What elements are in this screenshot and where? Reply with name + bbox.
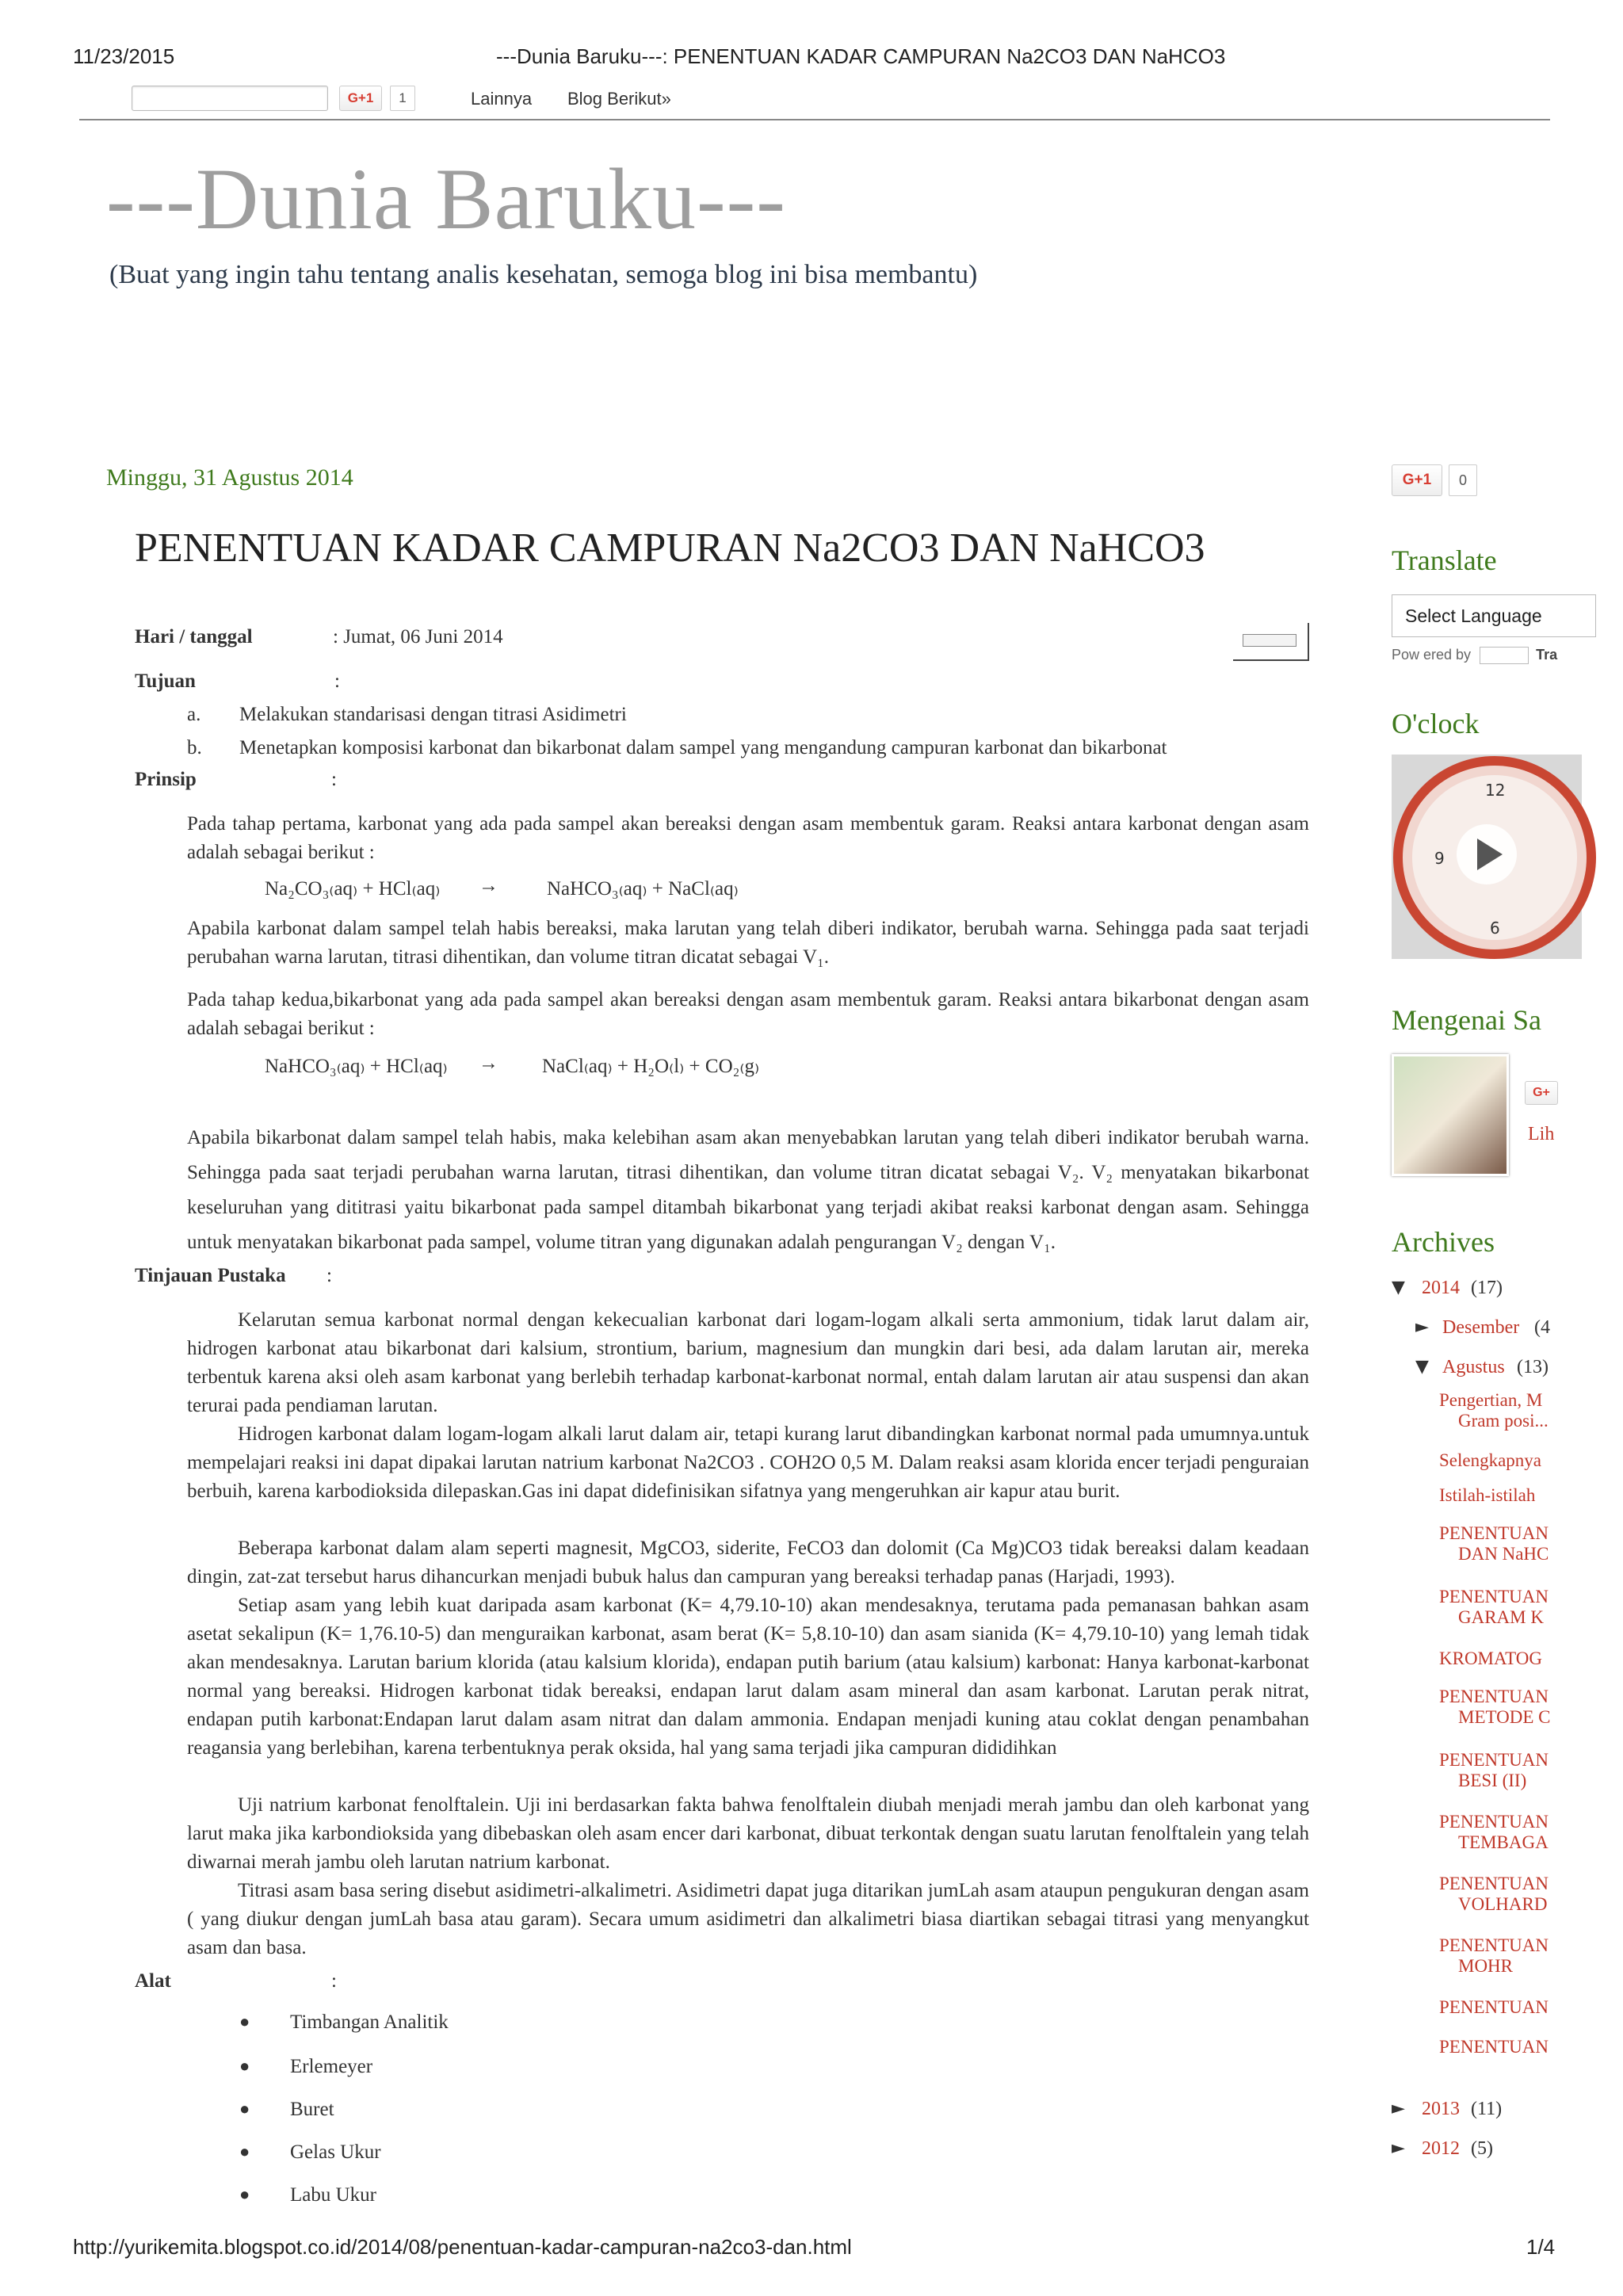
archive-post-line: DAN NaHC — [1458, 1544, 1549, 1564]
archive-post-link[interactable] — [1439, 1687, 1551, 1728]
collapse-2014-icon[interactable]: ▼ — [1392, 1278, 1405, 1297]
alat-item-text: Buret — [290, 2099, 334, 2120]
bullet-icon: ● — [239, 2099, 250, 2118]
hari-label: Hari / tanggal — [135, 626, 253, 648]
archive-post-line: PENENTUAN — [1439, 1812, 1549, 1832]
sidebar-gplus-button[interactable]: G+1 — [1392, 464, 1442, 496]
archive-2012-count: (5) — [1471, 2138, 1493, 2159]
clock-icon — [1392, 755, 1582, 959]
archives-heading: Archives — [1392, 1226, 1495, 1258]
powered-by-text: Pow ered by — [1392, 647, 1472, 663]
archive-post-link[interactable] — [1439, 1812, 1549, 1853]
bullet-icon: ● — [239, 2056, 250, 2076]
alat-label: Alat — [135, 1970, 171, 1992]
post-date: Minggu, 31 Agustus 2014 — [106, 464, 353, 491]
print-page-title: ---Dunia Baruku---: PENENTUAN KADAR CAMPURAN Na2CO3 DAN NaHCO3 — [496, 44, 1226, 68]
archive-post-line: PENENTUAN — [1439, 1523, 1549, 1543]
archive-post-line: PENENTUAN — [1439, 1687, 1549, 1706]
equation-1-right: NaHCO₃₍aq₎ + NaCl₍aq₎ — [547, 878, 739, 900]
hari-value: : Jumat, 06 Juni 2014 — [333, 626, 503, 648]
tujuan-b-text: Menetapkan komposisi karbonat dan bikarbonat dalam sampel yang mengandung campuran karbonat dan bikarbonat — [239, 737, 1167, 758]
bullet-icon: ● — [239, 2011, 250, 2031]
tujuan-colon: : — [334, 670, 340, 692]
about-profile-link[interactable]: Lih — [1528, 1124, 1555, 1144]
archive-post-link[interactable] — [1439, 1750, 1549, 1791]
alat-item-text: Gelas Ukur — [290, 2141, 381, 2163]
alat-colon: : — [331, 1970, 337, 1992]
alat-item — [239, 2056, 373, 2078]
navbar-next-blog-link[interactable]: Blog Berikut» — [567, 89, 671, 109]
archive-post-link[interactable] — [1439, 1390, 1549, 1431]
clock-heading: O'clock — [1392, 708, 1480, 739]
tinjauan-paragraph-4: Setiap asam yang lebih kuat daripada asam karbonat (K= 4,79.10-10) akan mendesaknya, terutama pada pemanasan bahkan asam asetat sekalipun (K= 1,76.10-5) dan menguraikan karbonat, asam berat (K= 5,8.10-10) dan asam sianida (K= 4,79.10-10) yang lemah tidak akan mendesaknya. Larutan barium klorida (atau kalsium klorida), endapan putih barium (atau kalsium) karbonat: Hanya karbonat-karbonat normal yang bereaksi. Hidrogen karbonat tidak bereaksi, endapan larut dalam asam mineral dan asam karbonat. Larutan perak nitrat, endapan putih karbonat:Endapan larut dalam asam nitrat dan dalam ammonia. Endapan menjadi kuning atau coklat dengan penambahan reagansia yang berlebihan, karena terbentuknya perak oksida, hal yang sama terjadi jika campuran dididihkan — [187, 1595, 1309, 1759]
print-date: 11/23/2015 — [73, 44, 175, 68]
svg-text:6: 6 — [1490, 919, 1500, 938]
archive-post-line: MOHR — [1458, 1956, 1514, 1976]
tujuan-a-text: Melakukan standarisasi dengan titrasi Asidimetri — [239, 704, 627, 725]
archive-post-line: PENENTUAN — [1439, 1935, 1549, 1955]
equation-2-left: NaHCO₃₍aq₎ + HCl₍aq₎ — [265, 1056, 448, 1077]
tinjauan-label: Tinjauan Pustaka — [135, 1265, 286, 1286]
sidebar-gplus-count: 0 — [1449, 464, 1477, 496]
print-url: http://yurikemita.blogspot.co.id/2014/08/penentuan-kadar-campuran-na2co3-dan.html — [73, 2235, 852, 2259]
collapse-agustus-icon[interactable]: ▼ — [1415, 1357, 1429, 1377]
navbar-divider — [79, 119, 1550, 120]
archive-post-line: PENENTUAN — [1439, 1750, 1549, 1770]
clock-video-widget[interactable] — [1392, 755, 1582, 959]
alat-item — [239, 2011, 449, 2034]
prinsip-colon: : — [331, 769, 337, 790]
tujuan-b-marker: b. — [187, 737, 202, 758]
archive-agustus-count: (13) — [1517, 1357, 1549, 1377]
print-page-number: 1/4 — [1526, 2235, 1556, 2259]
tujuan-label: Tujuan — [135, 670, 196, 692]
prinsip-paragraph-3: Pada tahap kedua,bikarbonat yang ada pada sampel akan bereaksi dengan asam membentuk garam. Reaksi antara bikarbonat dengan asam adalah sebagai berikut : — [187, 989, 1309, 1039]
tinjauan-paragraph-3: Beberapa karbonat dalam alam seperti magnesit, MgCO3, siderite, FeCO3 dan dolomit (Ca Mg)CO3 tidak bereaksi dalam keadaan dingin, zat-zat tersebut harus dihancurkan menjadi bubuk halus dan campuran yang bereaksi terhadap panas (Harjadi, 1993). — [187, 1538, 1309, 1587]
archive-desember-link[interactable]: Desember — [1442, 1317, 1520, 1338]
tinjauan-paragraph-1: Kelarutan semua karbonat normal dengan kekecualian karbonat dari logam-logam alkali serta ammonium, tidak larut dalam air, hidrogen karbonat atau bikarbonat dari kalsium, strontium, barium, magnesium dan mungkin dari besi, ada dalam larutan air, mereka terbentuk karena aksi oleh asam karbonat yang berlebih terhadap karbonat-karbonat normal, entah dalam larutan air atau suspensi dan akan terurai pada pendiaman larutan. — [187, 1309, 1309, 1416]
about-heading: Mengenai Sa — [1392, 1004, 1541, 1036]
archive-post-link[interactable]: Selengkapnya — [1439, 1450, 1542, 1470]
expand-desember-icon[interactable]: ► — [1415, 1317, 1429, 1337]
google-logo-icon — [1480, 647, 1529, 664]
archive-post-link[interactable]: Istilah-istilah — [1439, 1485, 1536, 1505]
archive-2012-link[interactable]: 2012 — [1422, 2138, 1460, 2159]
archive-post-line: VOLHARD — [1458, 1894, 1548, 1914]
equation-2-arrow: → — [479, 1052, 498, 1074]
alat-item-text: Erlemeyer — [290, 2056, 373, 2077]
archive-desember-count: (4 — [1534, 1317, 1550, 1338]
alat-item — [239, 2099, 334, 2121]
equation-1-arrow: → — [479, 875, 498, 896]
blog-title[interactable]: ---Dunia Baruku--- — [106, 151, 786, 247]
alat-item — [239, 2184, 376, 2206]
translate-brand[interactable]: Tra — [1536, 647, 1558, 663]
sidebar — [1392, 0, 1558, 2296]
bullet-icon: ● — [239, 2184, 250, 2204]
archive-post-link[interactable]: PENENTUAN — [1439, 2037, 1549, 2057]
language-select[interactable]: Select Language — [1392, 594, 1596, 637]
archive-post-line: Gram posi... — [1458, 1411, 1549, 1431]
powered-by-label — [1392, 647, 1557, 664]
navbar-more-link[interactable]: Lainnya — [471, 89, 533, 109]
archive-2014-count: (17) — [1471, 1278, 1503, 1298]
archive-2013-count: (11) — [1471, 2099, 1503, 2119]
equation-2-right: NaCl₍aq₎ + H₂O₍l₎ + CO₂₍g₎ — [542, 1056, 760, 1077]
archive-post-link[interactable] — [1439, 1935, 1549, 1977]
navbar-gplus-button[interactable]: G+1 — [339, 86, 382, 111]
archive-post-line: METODE C — [1458, 1707, 1551, 1727]
bullet-icon: ● — [239, 2141, 250, 2161]
alat-item-text: Timbangan Analitik — [290, 2011, 449, 2033]
archive-post-link[interactable]: PENENTUAN — [1439, 1997, 1549, 2017]
share-widget-inner — [1243, 634, 1296, 647]
archive-agustus-link[interactable]: Agustus — [1442, 1357, 1505, 1377]
post-title[interactable]: PENENTUAN KADAR CAMPURAN Na2CO3 DAN NaHCO3 — [135, 525, 1205, 571]
avatar[interactable] — [1392, 1054, 1509, 1176]
about-gplus-button[interactable]: G+ — [1525, 1081, 1558, 1105]
tinjauan-colon: : — [327, 1265, 332, 1286]
alat-list — [239, 2011, 766, 2218]
archive-post-line: GARAM K — [1458, 1607, 1544, 1627]
expand-2013-icon[interactable]: ► — [1392, 2099, 1405, 2118]
equation-1-left: Na₂CO₃₍aq₎ + HCl₍aq₎ — [265, 878, 441, 900]
blog-description: (Buat yang ingin tahu tentang analis kesehatan, semoga blog ini bisa membantu) — [109, 260, 978, 289]
alat-item-text: Labu Ukur — [290, 2184, 376, 2206]
tinjauan-paragraph-2: Hidrogen karbonat dalam logam-logam alkali larut dalam air, tetapi kurang larut dibandingkan karbonat normal pada umumnya.untuk mempelajari reaksi ini dapat dipakai larutan natrium karbonat Na2CO3 . COH2O 0,5 M. Dalam reaksi asam klorida encer terjadi penguraian berbuih, karena karbodioksida dilepaskan.Gas ini dapat didefinisikan sifatnya yang mengeruhkan air kapur atau burit. — [187, 1423, 1309, 1502]
archive-post-link[interactable] — [1439, 1587, 1549, 1628]
archive-post-line: PENENTUAN — [1439, 1587, 1549, 1606]
prinsip-label: Prinsip — [135, 769, 197, 790]
archive-post-link[interactable] — [1439, 1874, 1549, 1915]
navbar-gplus-count: 1 — [390, 86, 415, 111]
archive-post-link[interactable] — [1439, 1523, 1549, 1564]
prinsip-paragraph-2: Apabila karbonat dalam sampel telah habis bereaksi, maka larutan yang telah diberi indikator, berubah warna. Sehingga pada saat terjadi perubahan warna larutan, titrasi dihentikan, dan volume titran dicatat sebagai V₁. — [187, 918, 1309, 968]
archive-post-link[interactable]: KROMATOG — [1439, 1648, 1542, 1668]
navbar-search-input[interactable] — [132, 86, 328, 111]
translate-heading: Translate — [1392, 544, 1497, 576]
tinjauan-paragraph-6: Titrasi asam basa sering disebut asidimetri-alkalimetri. Asidimetri dapat juga ditarikan jumLah asam ataupun pengukuran dengan asam ( yang diukur dengan jumLah basa atau garam). Secara umum asidimetri dan alkalimetri biasa diartikan sebagai titrasi yang menyangkut asam dan basa. — [187, 1880, 1309, 1958]
archive-post-line: Pengertian, M — [1439, 1390, 1543, 1410]
archive-2013-link[interactable]: 2013 — [1422, 2099, 1460, 2119]
svg-text:12: 12 — [1485, 781, 1506, 800]
share-widget[interactable] — [1233, 623, 1309, 661]
svg-text:9: 9 — [1434, 849, 1445, 868]
alat-item — [239, 2141, 381, 2164]
archive-2014-link[interactable]: 2014 — [1422, 1278, 1460, 1298]
expand-2012-icon[interactable]: ► — [1392, 2138, 1405, 2158]
tujuan-a-marker: a. — [187, 704, 201, 725]
archive-post-line: PENENTUAN — [1439, 1874, 1549, 1893]
archive-post-line: TEMBAGA — [1458, 1832, 1549, 1852]
prinsip-paragraph-1: Pada tahap pertama, karbonat yang ada pada sampel akan bereaksi dengan asam membentuk garam. Reaksi antara karbonat dengan asam adalah sebagai berikut : — [187, 813, 1309, 863]
tinjauan-paragraph-5: Uji natrium karbonat fenolftalein. Uji ini berdasarkan fakta bahwa fenolftalein diubah menjadi merah jambu dan oleh karbonat yang larut maka jika karbondioksida yang dibebaskan oleh asam encer dari karbonat, dibuat terkontak dengan suatu larutan fenolftalein yang telah diwarnai merah jambu oleh larutan natrium karbonat. — [187, 1794, 1309, 1873]
prinsip-paragraph-4: Apabila bikarbonat dalam sampel telah habis, maka kelebihan asam akan menyebabkan larutan yang telah diberi indikator berubah warna. Sehingga pada saat terjadi perubahan warna larutan, titrasi dihentikan, dan volume titran dicatat sebagai V₂. V₂ menyatakan bikarbonat keseluruhan yang dititrasi yaitu bikarbonat pada sampel ditambah bikarbonat yang terjadi akibat reaksi karbonat dengan asam. Sehingga untuk menyatakan bikarbonat pada sampel, volume titran yang digunakan adalah pengurangan V₂ dengan V₁. — [187, 1127, 1309, 1253]
archive-post-line: BESI (II) — [1458, 1771, 1527, 1790]
